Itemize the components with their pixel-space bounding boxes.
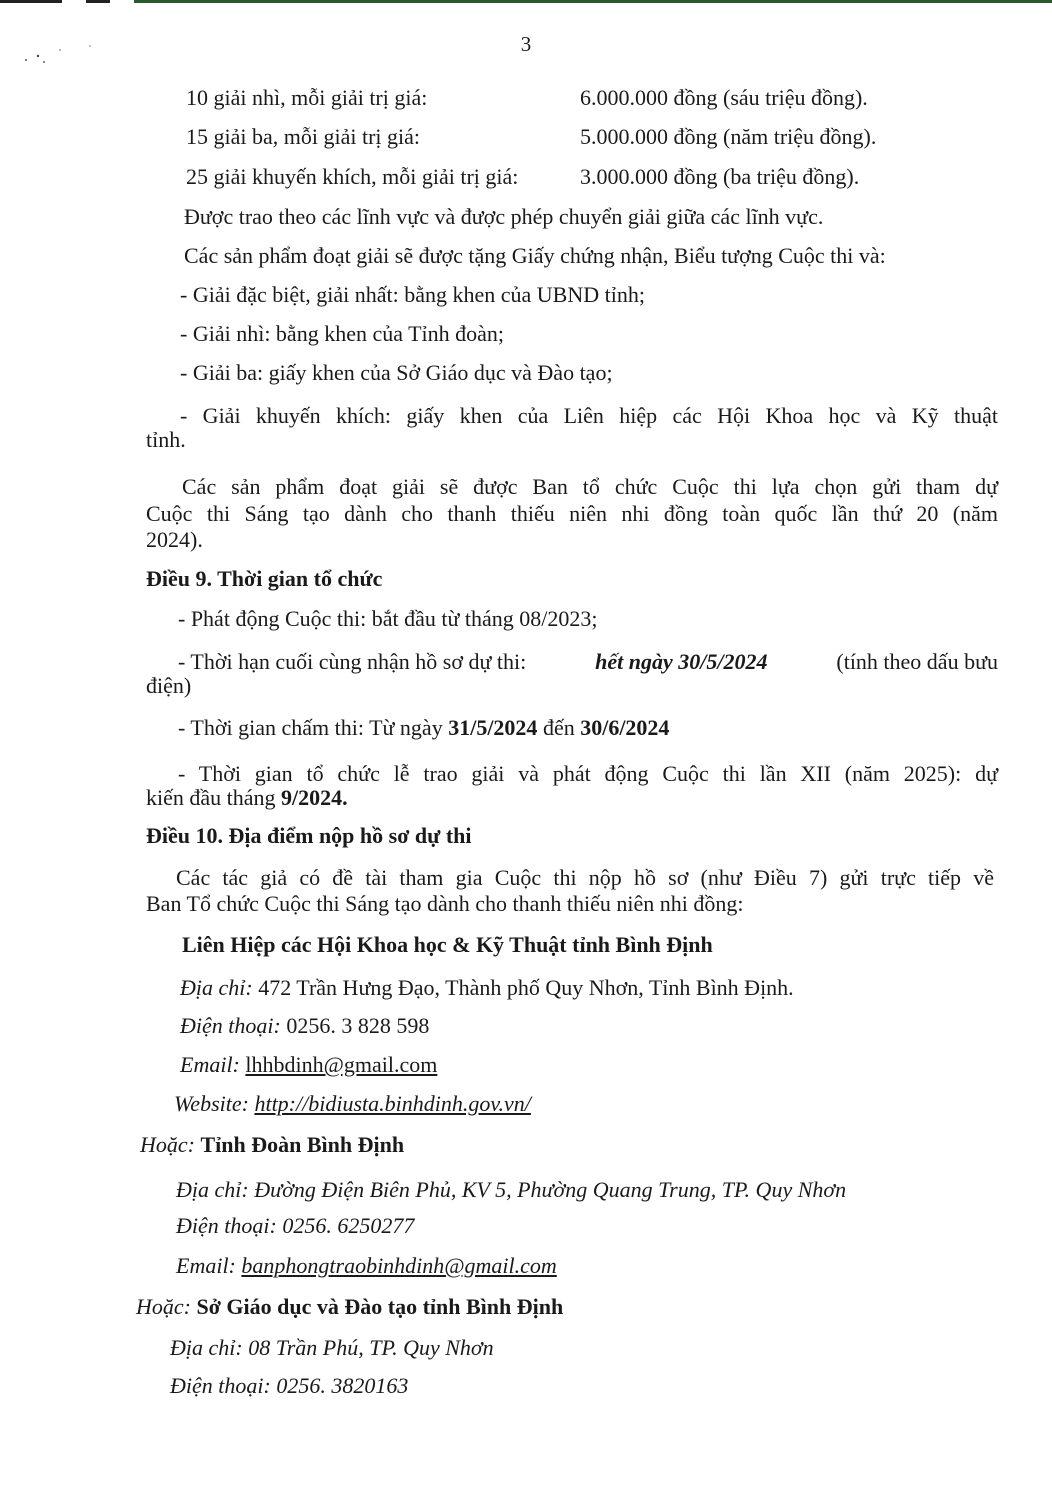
schedule-ceremony-cont <box>146 784 348 812</box>
phone-label: Điện thoại: <box>180 1013 281 1038</box>
prize-label: 25 giải khuyến khích, mỗi giải trị giá: <box>186 164 519 189</box>
paragraph-transfer: Được trao theo các lĩnh vực và được phép chuyển giải giữa các lĩnh vực. <box>184 204 824 229</box>
judging-start-date: 31/5/2024 <box>448 715 538 740</box>
phone-value: 0256. 3 828 598 <box>286 1013 430 1038</box>
email-label: Email: <box>176 1253 236 1278</box>
prize-label: 10 giải nhì, mỗi giải trị giá: <box>186 85 428 110</box>
paragraph-national: 2024). <box>146 527 203 552</box>
award-item: - Giải khuyến khích: giấy khen của Liên hiệp các Hội Khoa học và Kỹ thuật <box>180 403 998 428</box>
article-10-intro: Các tác giả có đề tài tham gia Cuộc thi nộp hồ sơ (như Điều 7) gửi trực tiếp về <box>176 865 994 890</box>
judging-mid: đến <box>542 715 575 740</box>
paragraph-national: Các sản phẩm đoạt giải sẽ được Ban tổ chức Cuộc thi lựa chọn gửi tham dự <box>182 474 998 499</box>
email-label: Email: <box>180 1052 240 1077</box>
award-item: - Giải ba: giấy khen của Sở Giáo dục và Đào tạo; <box>180 360 613 385</box>
paragraph-certificate: Các sản phẩm đoạt giải sẽ được tặng Giấy chứng nhận, Biểu tượng Cuộc thi và: <box>184 243 886 268</box>
org2-name: Tỉnh Đoàn Bình Định <box>200 1132 405 1157</box>
ceremony-period: . <box>342 785 348 810</box>
org1-address <box>180 974 794 1002</box>
org1-email <box>180 1051 437 1079</box>
org2-email <box>176 1252 557 1280</box>
org2-phone: Điện thoại: 0256. 6250277 <box>176 1213 415 1238</box>
org3-phone: Điện thoại: 0256. 3820163 <box>170 1373 409 1398</box>
deadline-suffix: (tính theo dấu bưu <box>836 649 998 674</box>
schedule-deadline <box>178 648 998 676</box>
address-value: 472 Trần Hưng Đạo, Thành phố Quy Nhơn, Tỉnh Bình Định. <box>258 975 794 1000</box>
website-label: Website: <box>174 1091 249 1116</box>
schedule-judging <box>178 714 669 742</box>
deadline-date: hết ngày 30/5/2024 <box>595 649 768 674</box>
article-10-heading: Điều 10. Địa điểm nộp hồ sơ dự thi <box>146 823 472 848</box>
ceremony-prefix: kiến đầu tháng <box>146 785 276 810</box>
website-link[interactable]: http://bidiusta.binhdinh.gov.vn/ <box>254 1091 531 1116</box>
email-link[interactable]: banphongtraobinhdinh@gmail.com <box>241 1253 557 1278</box>
prize-row-encouragement <box>146 163 998 191</box>
judging-prefix: - Thời gian chấm thi: Từ ngày <box>178 715 443 740</box>
page-number: 3 <box>520 32 532 56</box>
prize-value: 5.000.000 đồng (năm triệu đồng). <box>580 124 877 149</box>
ceremony-date: 9/2024 <box>281 785 343 810</box>
email-link[interactable]: lhhbdinh@gmail.com <box>245 1052 438 1077</box>
deadline-prefix: - Thời hạn cuối cùng nhận hồ sơ dự thi: <box>178 649 527 674</box>
org2-address: Địa chỉ: Đường Điện Biên Phủ, KV 5, Phường Quang Trung, TP. Quy Nhơn <box>176 1177 847 1202</box>
or-label: Hoặc: <box>140 1132 195 1157</box>
prize-label: 15 giải ba, mỗi giải trị giá: <box>186 124 421 149</box>
org3-heading <box>136 1293 563 1321</box>
org1-website <box>174 1090 531 1118</box>
org2-heading <box>140 1131 404 1159</box>
org1-name: Liên Hiệp các Hội Khoa học & Kỹ Thuật tỉnh Bình Định <box>182 932 713 957</box>
prize-value: 6.000.000 đồng (sáu triệu đồng). <box>580 85 868 110</box>
org1-phone <box>180 1012 429 1040</box>
schedule-deadline-cont: điện) <box>146 673 192 698</box>
schedule-ceremony: - Thời gian tổ chức lễ trao giải và phát động Cuộc thi lần XII (năm 2025): dự <box>178 761 998 786</box>
prize-row-third <box>146 123 998 151</box>
or-label: Hoặc: <box>136 1294 191 1319</box>
org3-address: Địa chỉ: 08 Trần Phú, TP. Quy Nhơn <box>170 1335 494 1360</box>
judging-end-date: 30/6/2024 <box>580 715 670 740</box>
schedule-launch: - Phát động Cuộc thi: bắt đầu từ tháng 08/2023; <box>178 606 598 631</box>
prize-row-second <box>146 84 998 112</box>
award-item: - Giải đặc biệt, giải nhất: bằng khen của UBND tỉnh; <box>180 282 645 307</box>
org3-name: Sở Giáo dục và Đào tạo tỉnh Bình Định <box>196 1294 564 1319</box>
paragraph-national: Cuộc thi Sáng tạo dành cho thanh thiếu niên nhi đồng toàn quốc lần thứ 20 (năm <box>146 501 998 526</box>
prize-value: 3.000.000 đồng (ba triệu đồng). <box>580 164 860 189</box>
address-label: Địa chỉ: <box>180 975 253 1000</box>
article-9-heading: Điều 9. Thời gian tổ chức <box>146 566 383 591</box>
article-10-intro-cont: Ban Tổ chức Cuộc thi Sáng tạo dành cho thanh thiếu niên nhi đồng: <box>146 891 744 916</box>
scan-edge <box>0 0 1052 3</box>
award-item-cont: tỉnh. <box>146 427 186 452</box>
award-item: - Giải nhì: bằng khen của Tỉnh đoàn; <box>180 321 505 346</box>
